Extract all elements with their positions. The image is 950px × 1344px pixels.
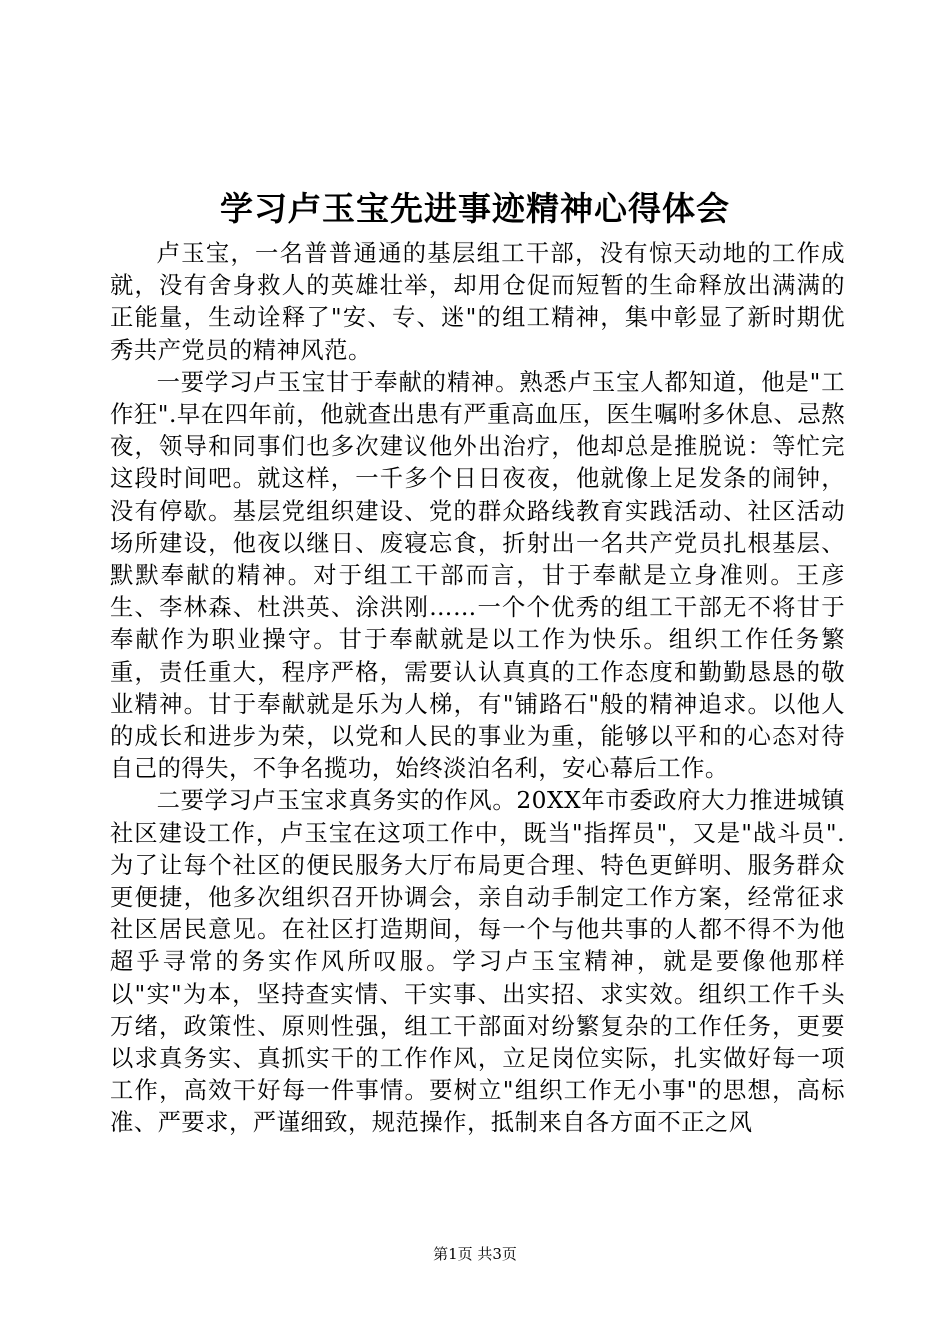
- paragraph-dedication: 一要学习卢玉宝甘于奉献的精神。熟悉卢玉宝人都知道，他是"工作狂".早在四年前，他就查出患有严重高血压，医生嘱咐多休息、忌熬夜，领导和同事们也多次建议他外出治疗，他却总是推脱说：等忙完这段时间吧。就这样，一千多个日日夜夜，他就像上足发条的闹钟，没有停歇。基层党组织建设、党的群众路线教育实践活动、社区活动场所建设，他夜以继日、废寝忘食，折射出一名共产党员扎根基层、默默奉献的精神。对于组工干部而言，甘于奉献是立身准则。王彦生、李林森、杜洪英、涂洪刚……一个个优秀的组工干部无不将甘于奉献作为职业操守。甘于奉献就是以工作为快乐。组织工作任务繁重，责任重大，程序严格，需要认认真真的工作态度和勤勤恳恳的敬业精神。甘于奉献就是乐为人梯，有"铺路石"般的精神追求。以他人的成长和进步为荣，以党和人民的事业为重，能够以平和的心态对待自己的得失，不争名揽功，始终淡泊名利，安心幕后工作。: [110, 368, 845, 783]
- document-body: [110, 238, 845, 1140]
- document-title: 学习卢玉宝先进事迹精神心得体会: [220, 189, 730, 228]
- paragraph-pragmatism: 二要学习卢玉宝求真务实的作风。20XX年市委政府大力推进城镇社区建设工作，卢玉宝在这项工作中，既当"指挥员"，又是"战斗员".为了让每个社区的便民服务大厅布局更合理、特色更鲜明、服务群众更便捷，他多次组织召开协调会，亲自动手制定工作方案，经常征求社区居民意见。在社区打造期间，每一个与他共事的人都不得不为他超乎寻常的务实作风所叹服。学习卢玉宝精神，就是要像他那样以"实"为本，坚持查实情、干实事、出实招、求实效。组织工作千头万绪，政策性、原则性强，组工干部面对纷繁复杂的工作任务，更要以求真务实、真抓实干的工作作风，立足岗位实际，扎实做好每一项工作，高效干好每一件事情。要树立"组织工作无小事"的思想，高标准、严要求，严谨细致，规范操作，抵制来自各方面不正之风: [110, 787, 845, 1137]
- page-number-footer: 第1页 共3页: [433, 1245, 517, 1263]
- paragraph-intro: 卢玉宝，一名普普通通的基层组工干部，没有惊天动地的工作成就，没有舍身救人的英雄壮举，却用仓促而短暂的生命释放出满满的正能量，生动诠释了"安、专、迷"的组工精神，集中彰显了新时期优秀共产党员的精神风范。: [110, 240, 845, 364]
